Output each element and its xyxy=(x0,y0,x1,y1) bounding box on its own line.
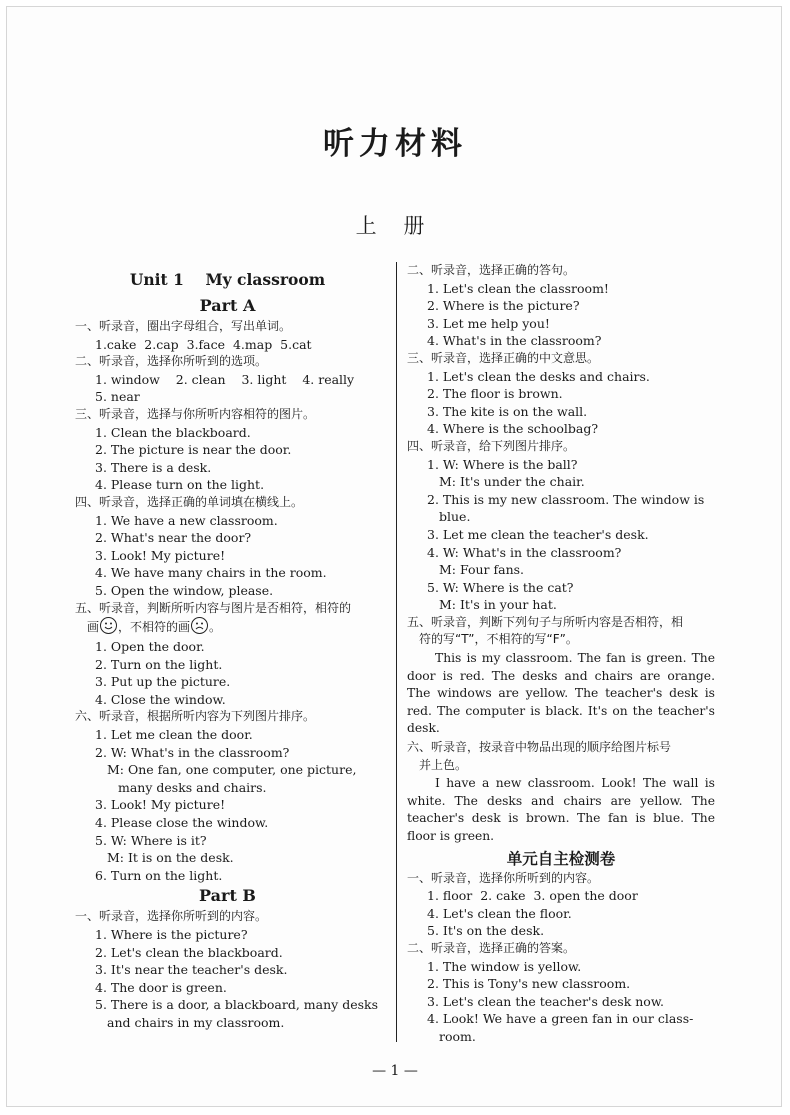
dialogue-line: many desks and chairs. xyxy=(118,779,267,795)
list-item: 4. We have many chairs in the room. xyxy=(95,565,327,581)
list-item: 3. Look! My picture! xyxy=(95,547,226,563)
list-item: 3. The kite is on the wall. xyxy=(427,403,588,419)
list-item: 1. W: Where is the ball? xyxy=(427,456,578,472)
list-item: 2. What's near the door? xyxy=(95,530,252,546)
question-heading: 四、听录音，给下列图片排序。 xyxy=(407,438,576,453)
list-item: 2. The floor is brown. xyxy=(427,386,563,402)
question-line xyxy=(75,617,380,638)
list-item: 2. This is my new classroom. The window is xyxy=(427,491,705,507)
list-item: 3. Let's clean the teacher's desk now. xyxy=(427,993,665,1009)
list-item: 2. Where is the picture? xyxy=(427,298,580,314)
question-heading xyxy=(407,614,715,649)
list-item: 1. Open the door. xyxy=(95,639,205,655)
question-line: 五、听录音，判断下列句子与所听内容是否相符，相 xyxy=(407,614,684,629)
unit-test-title: 单元自主检测卷 xyxy=(506,849,616,868)
question-line: 五、听录音，判断所听内容与图片是否相符，相符的 xyxy=(75,600,352,615)
list-item-continued: blue. xyxy=(439,509,471,525)
list-item: 2. W: What's in the classroom? xyxy=(95,744,290,760)
list-item: 2. Turn on the light. xyxy=(95,656,223,672)
question-heading: 一、听录音，选择你所听到的内容。 xyxy=(75,909,268,924)
list-item: 3. It's near the teacher's desk. xyxy=(95,962,288,978)
list-item: 4. Close the window. xyxy=(95,691,226,707)
list-item: 4. Let's clean the floor. xyxy=(427,905,572,921)
list-item: 5. There is a door, a blackboard, many desks xyxy=(95,997,378,1013)
dialogue-line: M: It's under the chair. xyxy=(439,474,585,490)
list-item: 3. Let me help you! xyxy=(427,315,550,331)
listening-passage: This is my classroom. The fan is green. The door is red. The desks and chairs are orange. The windows are yellow. The teacher's desk is red. The computer is black. It's on the teacher's desk. xyxy=(407,651,715,736)
listening-passage: I have a new classroom. Look! The wall is white. The desks and chairs are yellow. The teacher's desk is brown. The fan is blue. The floor is green. xyxy=(407,776,715,843)
question-line: 符的写“T”，不相符的写“F”。 xyxy=(419,632,578,647)
volume-title: 上 册 xyxy=(355,214,435,238)
question-heading: 四、听录音，选择正确的单词填在横线上。 xyxy=(75,494,304,509)
list-item: 1. window 2. clean 3. light 4. really xyxy=(95,371,355,387)
list-item-continued: room. xyxy=(439,1028,476,1044)
list-item: 1. floor 2. cake 3. open the door xyxy=(427,888,638,904)
list-item: 1. We have a new classroom. xyxy=(95,512,278,528)
question-heading: 一、听录音，圈出字母组合，写出单词。 xyxy=(75,319,292,333)
question-heading: 三、听录音，选择与你所听内容相符的图片。 xyxy=(75,406,316,421)
question-heading: 一、听录音，选择你所听到的内容。 xyxy=(407,870,600,885)
list-item: 3. Look! My picture! xyxy=(95,797,226,813)
list-item: 1. Let's clean the classroom! xyxy=(427,280,609,296)
smiling-face-icon xyxy=(100,617,117,634)
list-item-continued: and chairs in my classroom. xyxy=(107,1014,285,1030)
list-item: 5. W: Where is it? xyxy=(95,832,207,848)
question-text: ，不相符的画 xyxy=(118,620,191,635)
list-item: 3. Let me clean the teacher's desk. xyxy=(427,526,649,542)
list-item: 4. Please close the window. xyxy=(95,815,269,831)
dialogue-line: M: It's in your hat. xyxy=(439,597,557,613)
list-item: 4. Where is the schoolbag? xyxy=(427,421,599,437)
question-heading: 六、听录音，根据所听内容为下列图片排序。 xyxy=(75,709,316,724)
list-item: 1. Let me clean the door. xyxy=(95,727,253,743)
list-item: 5. Open the window, please. xyxy=(95,582,274,598)
list-item: 1.cake 2.cap 3.face 4.map 5.cat xyxy=(95,336,312,352)
question-heading: 二、听录音，选择正确的答句。 xyxy=(407,263,576,277)
list-item: 5. W: Where is the cat? xyxy=(427,579,574,595)
question-line: 并上色。 xyxy=(419,757,468,772)
page-title: 听力材料 xyxy=(323,126,467,162)
list-item: 4. Please turn on the light. xyxy=(95,477,265,493)
unit-title: Unit 1 My classroom xyxy=(129,270,326,289)
question-text: 画 xyxy=(87,620,100,635)
list-item: 4. W: What's in the classroom? xyxy=(427,544,622,560)
part-b-title: Part B xyxy=(199,886,256,906)
question-heading xyxy=(407,739,715,774)
question-text: 。 xyxy=(209,620,222,635)
right-column xyxy=(407,262,715,1046)
column-divider xyxy=(396,262,397,1042)
list-item: 1. Where is the picture? xyxy=(95,927,248,942)
question-line: 六、听录音，按录音中物品出现的顺序给图片标号 xyxy=(407,740,672,755)
list-item: 3. There is a desk. xyxy=(95,459,212,475)
list-item: 5. near xyxy=(95,389,140,405)
list-item: 5. It's on the desk. xyxy=(427,923,545,939)
list-item: 2. The picture is near the door. xyxy=(95,442,292,458)
list-item: 4. What's in the classroom? xyxy=(427,333,602,349)
dialogue-line: M: One fan, one computer, one picture, xyxy=(107,762,357,778)
list-item: 4. The door is green. xyxy=(95,979,227,995)
left-column xyxy=(75,262,380,1032)
dialogue-line: M: Four fans. xyxy=(439,562,525,578)
dialogue-line: M: It is on the desk. xyxy=(107,850,234,866)
part-a-title: Part A xyxy=(199,296,256,315)
list-item: 2. Let's clean the blackboard. xyxy=(95,944,283,960)
list-item: 2. This is Tony's new classroom. xyxy=(427,976,631,992)
question-heading xyxy=(75,600,380,639)
question-heading: 二、听录音，选择正确的答案。 xyxy=(407,940,576,955)
list-item: 1. Let's clean the desks and chairs. xyxy=(427,368,650,384)
list-item: 6. Turn on the light. xyxy=(95,867,223,883)
list-item: 3. Put up the picture. xyxy=(95,674,231,690)
question-heading: 二、听录音，选择你所听到的选项。 xyxy=(75,354,268,369)
frowning-face-icon xyxy=(191,617,208,634)
list-item: 1. Clean the blackboard. xyxy=(95,424,251,440)
question-heading: 三、听录音，选择正确的中文意思。 xyxy=(407,350,600,365)
page-number: — 1 — xyxy=(372,1063,418,1079)
list-item: 4. Look! We have a green fan in our class- xyxy=(427,1011,694,1027)
list-item: 1. The window is yellow. xyxy=(427,958,582,974)
